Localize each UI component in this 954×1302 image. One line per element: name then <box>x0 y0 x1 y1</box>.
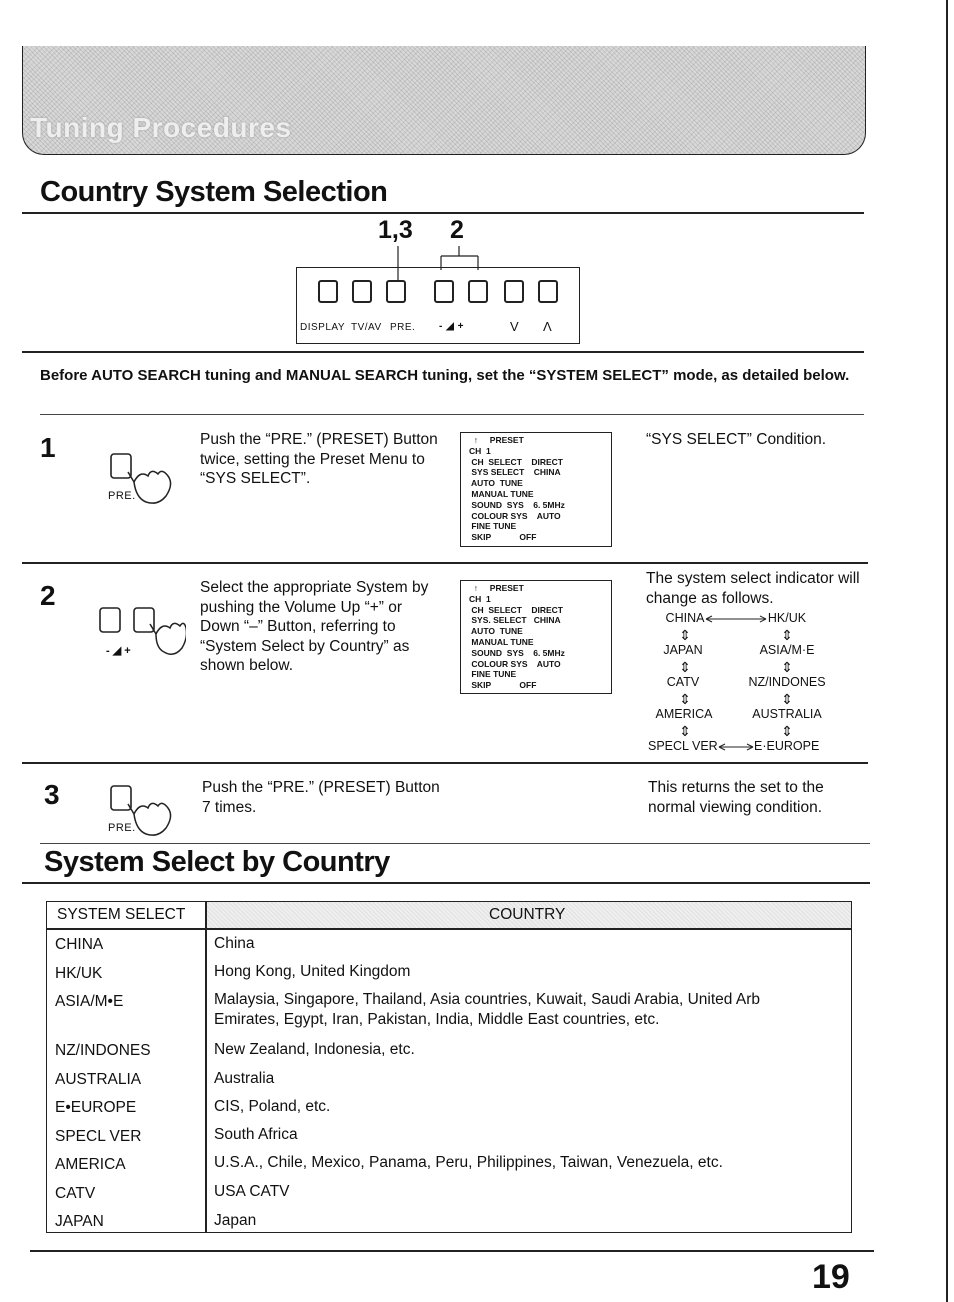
table-row-system: JAPAN <box>55 1213 104 1230</box>
table-header-country: COUNTRY <box>489 906 566 923</box>
section-rule <box>22 212 864 214</box>
table-row-system: CATV <box>55 1185 96 1202</box>
channel-up-button[interactable] <box>538 280 558 303</box>
step3-note: This returns the set to the normal viewing condition. <box>648 779 824 816</box>
cycle-vertical-arrow: ⇕ <box>679 659 691 675</box>
volume-down-button[interactable] <box>434 280 454 303</box>
step1-note: “SYS SELECT” Condition. <box>646 431 827 448</box>
section-title-country-system: Country System Selection <box>40 176 388 208</box>
menu-row: COLOUR SYS AUTO <box>469 658 561 669</box>
volume-up-button[interactable] <box>468 280 488 303</box>
table-column-divider <box>205 902 207 1232</box>
menu-row: SKIP OFF <box>469 532 537 543</box>
system-country-table-box <box>46 901 852 1233</box>
intro-instruction: Before AUTO SEARCH tuning and MANUAL SEARCH tuning, set the “SYSTEM SELECT” mode, as detailed below. <box>40 367 850 384</box>
menu-row: AUTO TUNE <box>469 478 523 489</box>
table-row-system: AUSTRALIA <box>55 1071 142 1088</box>
table-row-system: NZ/INDONES <box>55 1042 151 1059</box>
menu-row: FINE TUNE <box>469 521 517 532</box>
section-title-system-by-country: System Select by Country <box>44 846 390 878</box>
step-number-2: 2 <box>40 580 56 611</box>
step-number-3: 3 <box>44 779 60 810</box>
divider <box>22 762 868 764</box>
divider <box>22 562 868 564</box>
cycle-right-2: NZ/INDONES <box>748 675 826 689</box>
channel-down-button[interactable] <box>504 280 524 303</box>
cycle-left-2: CATV <box>666 675 700 689</box>
table-row-country: Malaysia, Singapore, Thailand, Asia countries, Kuwait, Saudi Arabia, United Arb Emirates, Egypt, Iran, Pakistan, India, Middle East countries, etc. <box>214 991 760 1028</box>
page-number: 19 <box>812 1258 850 1296</box>
cycle-left-0: CHINA <box>665 611 705 625</box>
table-row-system: AMERICA <box>55 1156 126 1173</box>
table-row-country: South Africa <box>214 1126 298 1143</box>
menu-row: SOUND SYS 6. 5MHz <box>469 499 565 510</box>
divider <box>40 843 870 844</box>
table-row-country: New Zealand, Indonesia, etc. <box>214 1041 415 1058</box>
cycle-vertical-arrow: ⇕ <box>781 659 793 675</box>
cycle-vertical-arrow: ⇕ <box>781 627 793 643</box>
footer-rule <box>30 1250 874 1252</box>
panel-label-pre: PRE. <box>390 322 416 333</box>
panel-label-down: V <box>510 319 519 334</box>
table-row-country: CIS, Poland, etc. <box>214 1098 331 1115</box>
table-row-system: SPECL VER <box>55 1128 142 1145</box>
control-panel-diagram <box>296 267 580 344</box>
step1-preset-menu <box>460 432 612 547</box>
step2-text: Select the appropriate System by pushing the Volume Up “+” or Down “–” Button, referring to “System Select by Country” as shown below. <box>200 579 429 674</box>
cycle-vertical-arrow: ⇕ <box>781 691 793 707</box>
step2-preset-menu <box>460 580 612 694</box>
cycle-horizontal-arrow <box>716 739 756 755</box>
panel-label-up: Λ <box>543 319 552 334</box>
menu-row: FINE TUNE <box>469 669 517 680</box>
cycle-vertical-arrow: ⇕ <box>679 627 691 643</box>
tvav-button[interactable] <box>352 280 372 303</box>
page-edge-line <box>946 0 948 1302</box>
menu-row: CH SELECT DIRECT <box>469 604 563 615</box>
menu-row: ↑ PRESET <box>469 435 524 445</box>
divider <box>40 414 864 415</box>
panel-step-label-left: 1,3 <box>378 216 413 244</box>
table-row-system: CHINA <box>55 936 104 953</box>
pre-button[interactable] <box>386 280 406 303</box>
table-header-system-select: SYSTEM SELECT <box>57 906 186 923</box>
panel-label-volume: - ◢ + <box>439 321 464 332</box>
step-number-1: 1 <box>40 432 56 463</box>
panel-step-label-right: 2 <box>450 216 464 244</box>
table-row-country: USA CATV <box>214 1183 290 1200</box>
cycle-right-0: HK/UK <box>767 611 807 625</box>
table-row-country: Japan <box>214 1212 257 1229</box>
step2-icon-label: - ◢ + <box>106 645 131 657</box>
table-row-country: China <box>214 935 255 952</box>
cycle-vertical-arrow: ⇕ <box>679 691 691 707</box>
menu-row: CH 1 <box>469 593 491 604</box>
cycle-right-1: ASIA/M·E <box>759 643 815 657</box>
cycle-horizontal-arrow <box>702 611 772 627</box>
step1-text: Push the “PRE.” (PRESET) Button twice, setting the Preset Menu to “SYS SELECT”. <box>200 431 438 487</box>
table-row-country: U.S.A., Chile, Mexico, Panama, Peru, Philippines, Taiwan, Venezuela, etc. <box>214 1154 723 1171</box>
panel-label-display: DISPLAY <box>300 322 345 333</box>
table-row-system: ASIA/M•E <box>55 993 124 1010</box>
menu-row: AUTO TUNE <box>469 626 523 637</box>
cycle-right-3: AUSTRALIA <box>752 707 822 721</box>
table-row-system: HK/UK <box>55 965 103 982</box>
cycle-left-4: SPECL VER <box>648 739 718 753</box>
menu-row: SYS SELECT CHINA <box>469 467 561 478</box>
step3-icon-label: PRE. <box>108 822 136 834</box>
cycle-vertical-arrow: ⇕ <box>679 723 691 739</box>
menu-row: CH 1 <box>469 445 491 456</box>
menu-row: MANUAL TUNE <box>469 636 534 647</box>
menu-row: CH SELECT DIRECT <box>469 456 563 467</box>
step1-icon-label: PRE. <box>108 490 136 502</box>
menu-row: COLOUR SYS AUTO <box>469 510 561 521</box>
table-row-system: E•EUROPE <box>55 1099 137 1116</box>
display-button[interactable] <box>318 280 338 303</box>
section-rule <box>22 882 870 884</box>
menu-row: SOUND SYS 6. 5MHz <box>469 647 565 658</box>
cycle-left-1: JAPAN <box>663 643 703 657</box>
cycle-left-3: AMERICA <box>655 707 713 721</box>
table-row-country: Hong Kong, United Kingdom <box>214 963 411 980</box>
table-header-rule <box>47 928 851 930</box>
menu-row: SKIP OFF <box>469 680 537 691</box>
cycle-right-4: E·EUROPE <box>754 739 820 753</box>
panel-label-tvav: TV/AV <box>351 322 382 333</box>
cycle-vertical-arrow: ⇕ <box>781 723 793 739</box>
menu-row: ↑ PRESET <box>469 583 524 593</box>
menu-row: SYS. SELECT CHINA <box>469 615 561 626</box>
banner-title: Tuning Procedures <box>30 112 292 143</box>
step3-text: Push the “PRE.” (PRESET) Button 7 times. <box>202 779 440 816</box>
table-row-country: Australia <box>214 1070 275 1087</box>
menu-row: MANUAL TUNE <box>469 488 534 499</box>
section-rule <box>22 351 864 353</box>
step2-note: The system select indicator will change as follows. <box>646 570 860 607</box>
